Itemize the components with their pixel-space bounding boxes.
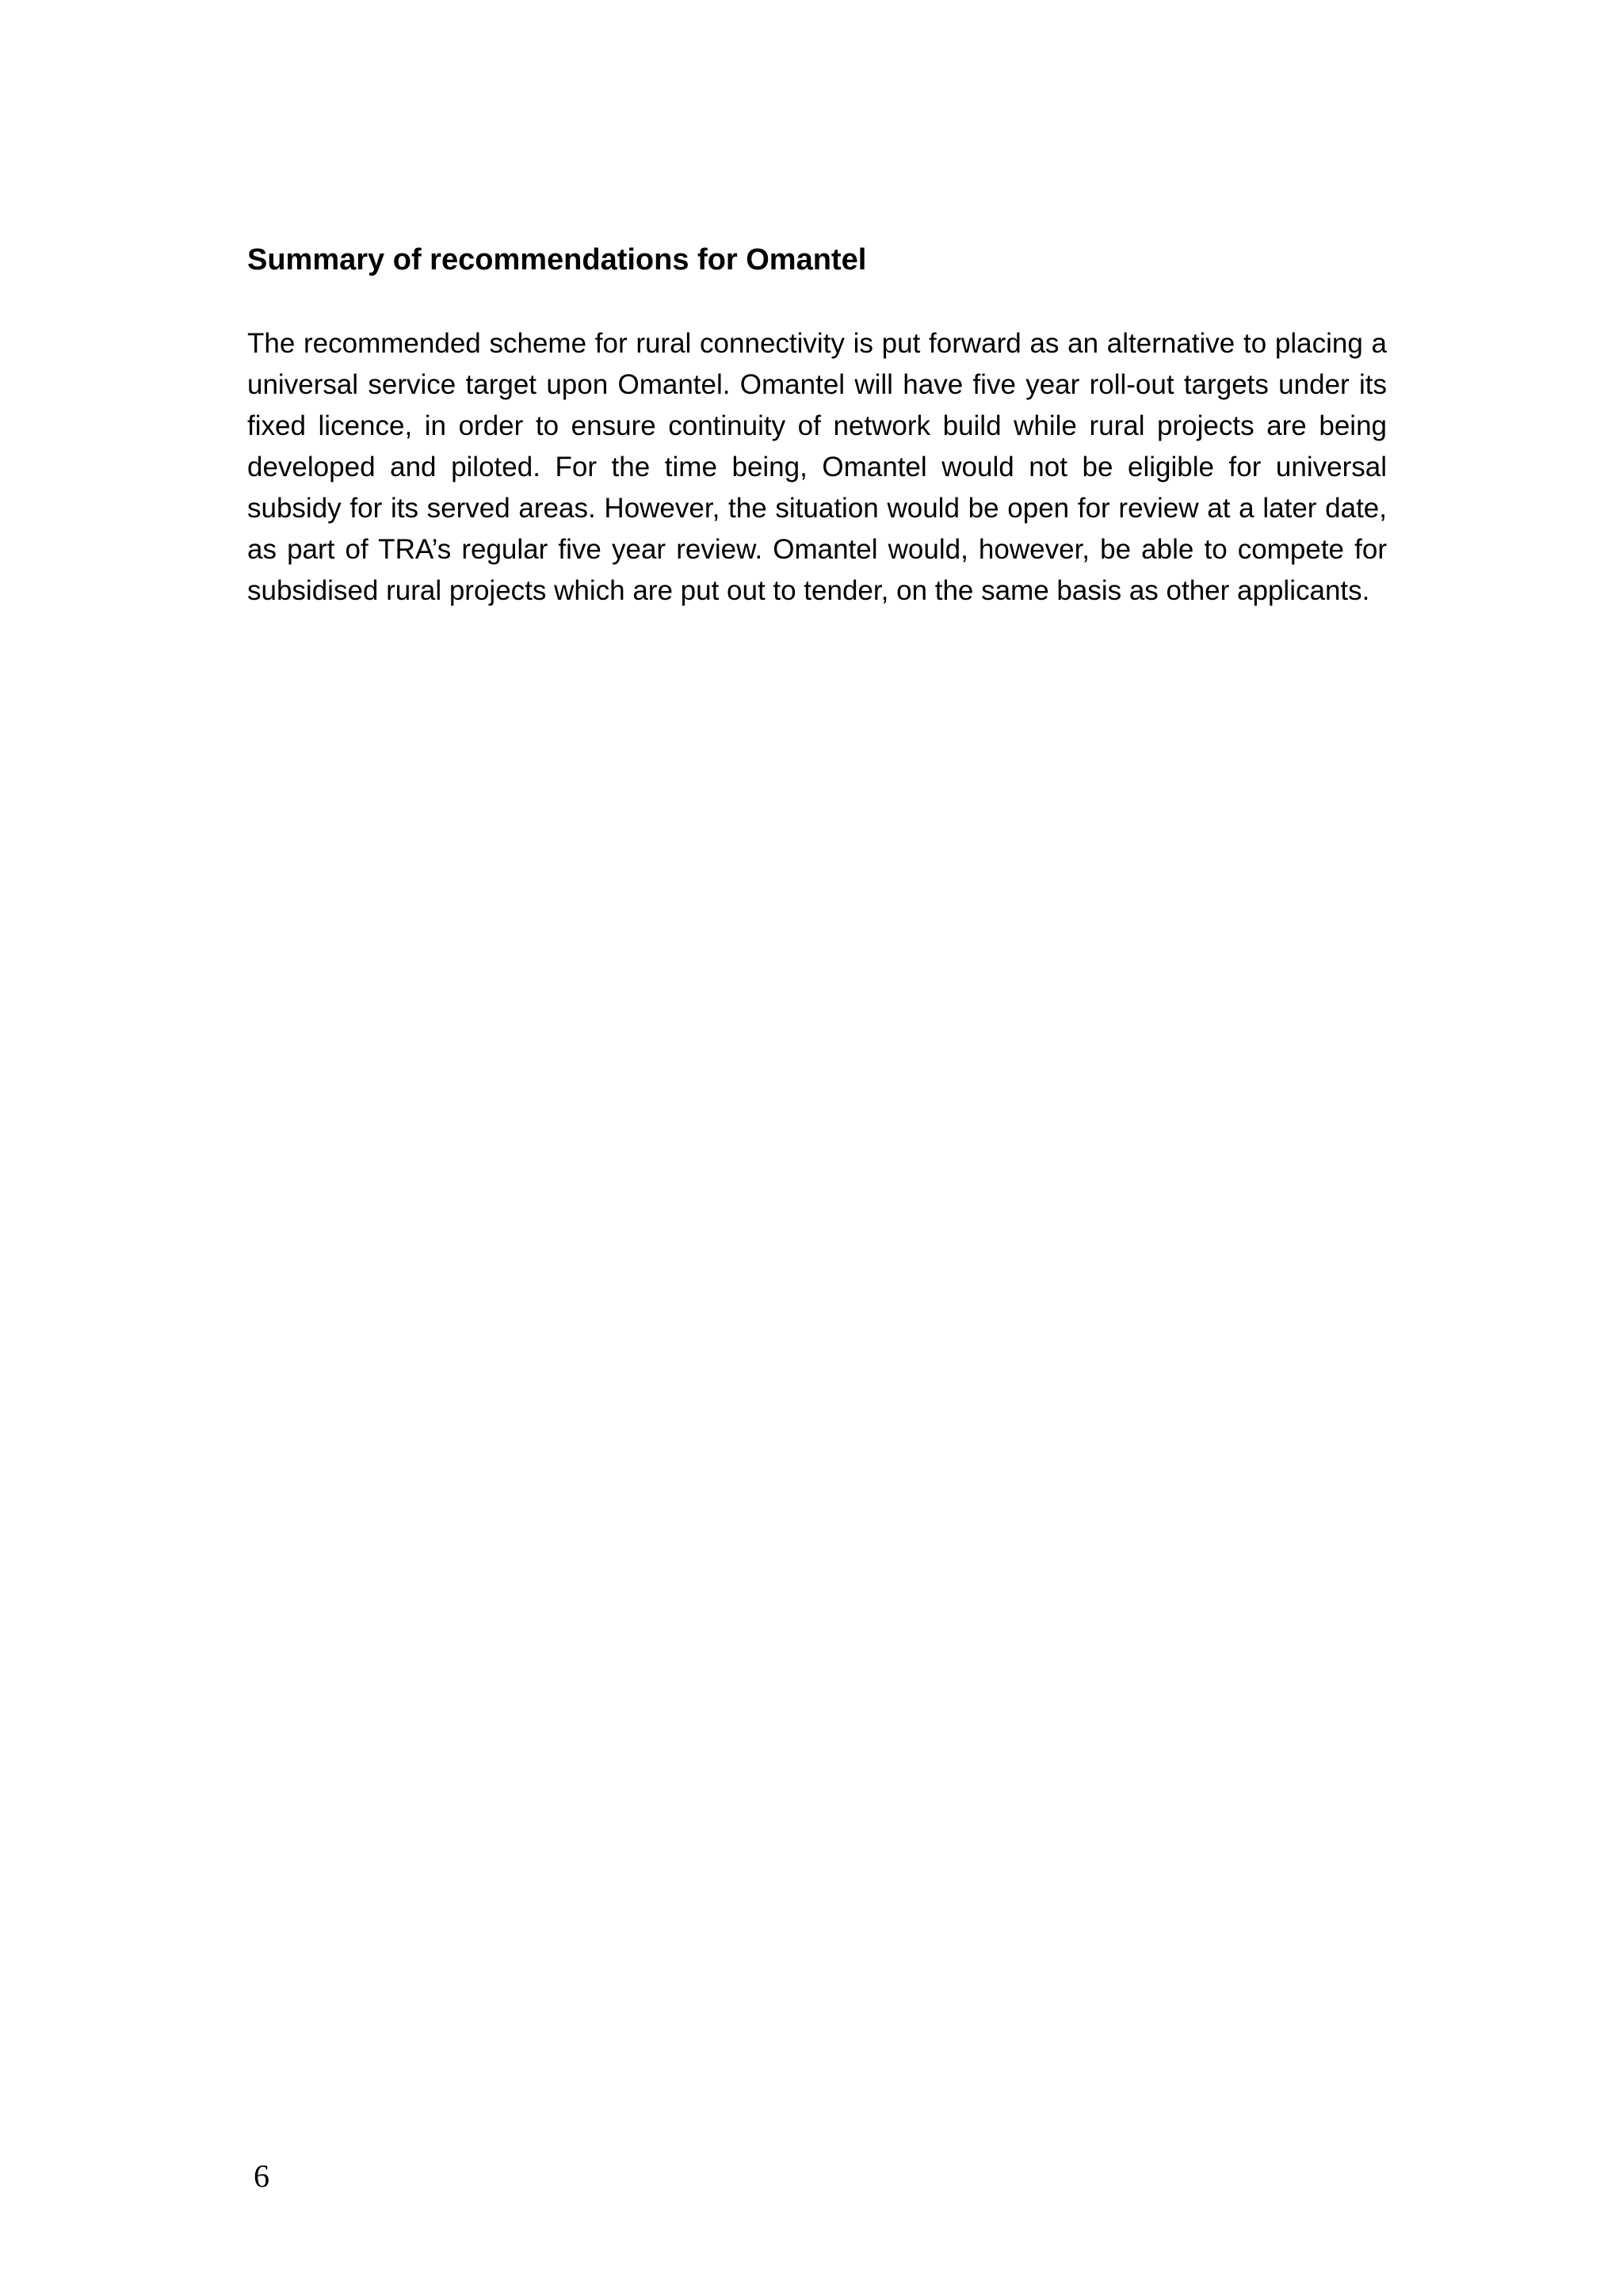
section-heading: Summary of recommendations for Omantel xyxy=(247,243,867,277)
body-paragraph: The recommended scheme for rural connectivity is put forward as an alternative to placing a universal service target upon Omantel. Omantel will have five year roll-out targets under its fixed licence, in order to ensure continuity of network build while rural projects are being developed and piloted. For the time being, Omantel would not be eligible for universal subsidy for its served areas. However, the situation would be open for review at a later date, as part of TRA’s regular five year review. Omantel would, however, be able to compete for subsidised rural projects which are put out to tender, on the same basis as other applicants. xyxy=(247,328,1387,606)
page-number: 6 xyxy=(254,2158,269,2194)
